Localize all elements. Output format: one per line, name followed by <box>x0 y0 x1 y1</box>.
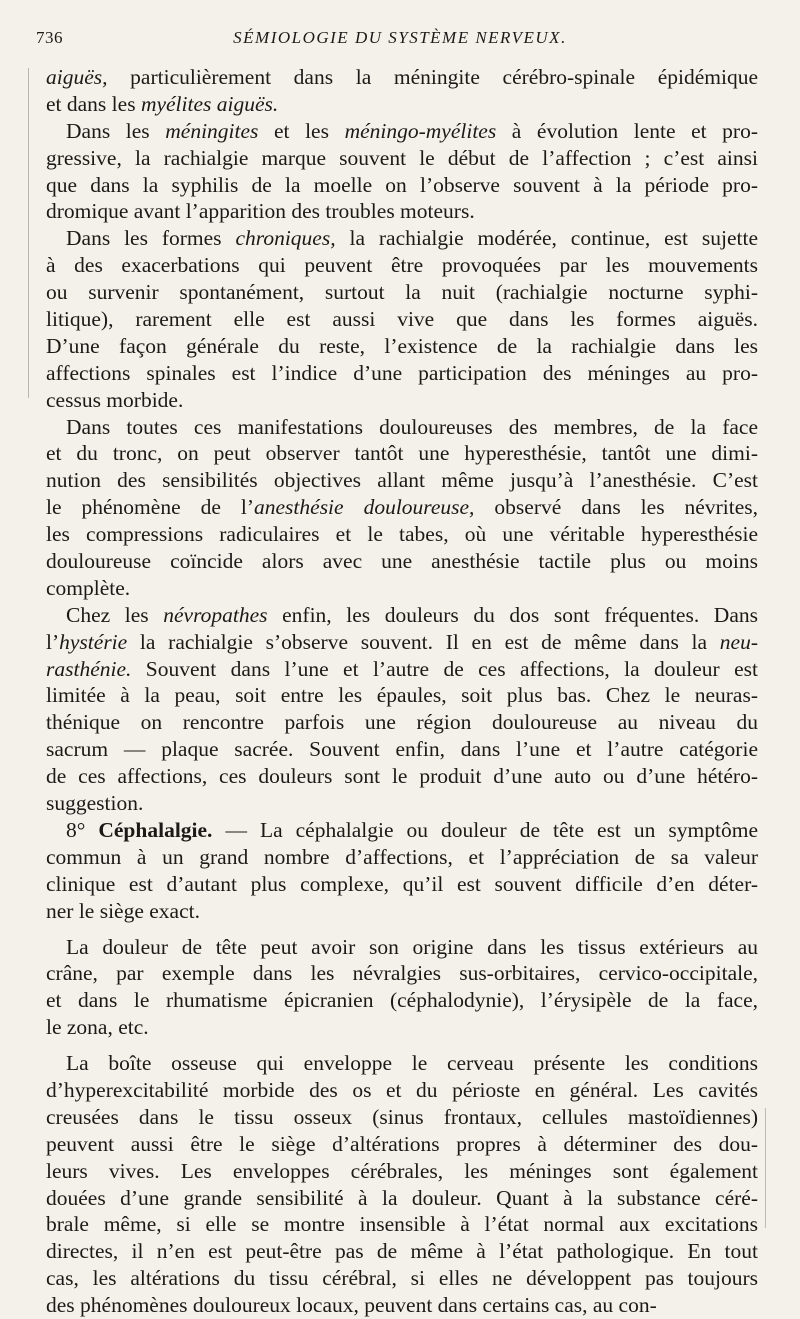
text-run: 8° <box>66 817 99 842</box>
italic-text: myélites aiguës. <box>140 91 279 116</box>
margin-pencil-line-right <box>765 1108 766 1228</box>
text-run: la rachialgie s’observe souvent. Il en est de même dans la <box>127 629 720 654</box>
text-run: D’une façon générale du reste, l’existence de la rachialgie dans les <box>46 333 758 358</box>
text-run: gressive, la rachialgie marque souvent le début de l’affection ; c’est ainsi <box>46 145 758 170</box>
text-line <box>46 987 758 1014</box>
text-run: le zona, etc. <box>46 1015 149 1040</box>
text-line <box>46 145 758 172</box>
text-line <box>46 118 758 145</box>
text-run: d’hyperexcitabilité morbide des os et du périoste en général. Les cavités <box>46 1077 758 1102</box>
bold-heading: Céphalalgie. <box>98 817 213 842</box>
paragraph <box>46 64 758 118</box>
text-run: des phénomènes douloureux locaux, peuvent dans certains cas, au con- <box>46 1293 657 1318</box>
body-text <box>46 64 758 1319</box>
text-line <box>46 1265 758 1292</box>
margin-pencil-line <box>28 68 29 398</box>
text-line <box>46 252 758 279</box>
text-run: la rachialgie modérée, continue, est sujette <box>335 226 758 251</box>
text-run: nution des sensibilités objectives allant même jusqu’à l’anesthésie. C’est <box>46 468 758 493</box>
text-line <box>46 521 758 548</box>
text-line <box>46 306 758 333</box>
text-run: que dans la syphilis de la moelle on l’observe souvent à la période pro- <box>46 172 758 197</box>
text-line <box>46 817 758 844</box>
text-run: peuvent aussi être le siège d’altérations propres à déterminer des dou- <box>46 1131 758 1156</box>
italic-text: neu- <box>719 629 758 654</box>
text-line <box>46 1050 758 1077</box>
page-header <box>36 28 764 54</box>
text-run: clinique est d’autant plus complexe, qu’il est souvent difficile d’en déter- <box>46 871 758 896</box>
text-line <box>46 64 758 91</box>
italic-text: anesthésie douloureuse, <box>254 495 475 520</box>
text-run: thénique on rencontre parfois une région douloureuse au niveau du <box>46 710 758 735</box>
paragraph <box>46 414 758 602</box>
text-line <box>46 1238 758 1265</box>
page-number: 736 <box>36 28 63 47</box>
text-run: suggestion. <box>46 791 144 816</box>
text-line <box>46 387 758 414</box>
text-line <box>46 333 758 360</box>
text-run: Souvent dans l’une et l’autre de ces affections, la douleur est <box>131 656 758 681</box>
text-run: de ces affections, ces douleurs sont le produit d’une auto ou d’une hétéro- <box>46 764 758 789</box>
text-line <box>46 575 758 602</box>
text-line <box>46 871 758 898</box>
italic-text: méningo-myélites <box>344 118 497 143</box>
text-line <box>46 736 758 763</box>
paragraph <box>46 225 758 413</box>
text-line <box>46 1131 758 1158</box>
text-line <box>46 440 758 467</box>
text-line <box>46 494 758 521</box>
text-run: à évolution lente et pro- <box>496 118 759 143</box>
text-line <box>46 225 758 252</box>
italic-text: hystérie <box>59 629 128 654</box>
text-line <box>46 1292 758 1319</box>
text-line <box>46 656 758 683</box>
text-line <box>46 1014 758 1041</box>
text-run: et dans le rhumatisme épicranien (céphalodynie), l’érysipèle de la face, <box>46 988 758 1013</box>
running-head: SÉMIOLOGIE DU SYSTÈME NERVEUX. <box>233 28 567 47</box>
text-line <box>46 1211 758 1238</box>
text-line <box>46 279 758 306</box>
text-line <box>46 548 758 575</box>
text-run: dromique avant l’apparition des troubles moteurs. <box>46 199 475 224</box>
text-line <box>46 709 758 736</box>
italic-text: névropathes <box>163 602 268 627</box>
text-run: commun à un grand nombre d’affections, et l’appréciation de sa valeur <box>46 844 758 869</box>
text-line <box>46 763 758 790</box>
text-line <box>46 602 758 629</box>
text-run: ner le siège exact. <box>46 898 200 923</box>
italic-text: rasthénie. <box>46 656 132 681</box>
text-line <box>46 360 758 387</box>
text-run: limitée à la peau, soit entre les épaules, soit plus bas. Chez le neuras- <box>46 683 758 708</box>
paragraph <box>46 817 758 925</box>
text-run: l’ <box>46 629 60 654</box>
text-run: La douleur de tête peut avoir son origine dans les tissus extérieurs au <box>66 934 758 959</box>
text-run: affections spinales est l’indice d’une participation des méninges au pro- <box>46 360 758 385</box>
paragraph <box>46 602 758 817</box>
text-run: enfin, les douleurs du dos sont fréquentes. Dans <box>267 602 758 627</box>
text-run: Dans les <box>66 118 166 143</box>
text-run: complète. <box>46 575 131 600</box>
text-line <box>46 934 758 961</box>
text-line <box>46 898 758 925</box>
text-run: douloureuse coïncide alors avec une anesthésie tactile plus ou moins <box>46 549 758 574</box>
text-run: — La céphalalgie ou douleur de tête est un symptôme <box>212 817 758 842</box>
text-run: Dans les formes <box>66 226 236 251</box>
text-run: Chez les <box>66 602 164 627</box>
text-run: leurs vives. Les enveloppes cérébrales, les méninges sont également <box>46 1158 758 1183</box>
text-line <box>46 91 758 118</box>
text-line <box>46 1104 758 1131</box>
text-line <box>46 172 758 199</box>
paragraph <box>46 934 758 1042</box>
text-line <box>46 844 758 871</box>
text-line <box>46 629 758 656</box>
italic-text: chroniques, <box>235 226 336 251</box>
text-run: et du tronc, on peut observer tantôt une hyperesthésie, tantôt une dimi- <box>46 441 758 466</box>
text-run: creusées dans le tissu osseux (sinus frontaux, cellules mastoïdiennes) <box>46 1104 758 1129</box>
text-run: douées d’une grande sensibilité à la douleur. Quant à la substance céré- <box>46 1185 758 1210</box>
text-line <box>46 1077 758 1104</box>
text-run: particulièrement dans la méningite cérébro-spinale épidémique <box>107 65 758 89</box>
text-line <box>46 682 758 709</box>
text-run: La boîte osseuse qui enveloppe le cerveau présente les conditions <box>66 1051 758 1076</box>
text-run: sacrum — plaque sacrée. Souvent enfin, dans l’une et l’autre catégorie <box>46 737 758 762</box>
paragraph <box>46 118 758 226</box>
paragraph <box>46 1050 758 1319</box>
text-run: et dans les <box>46 91 141 116</box>
text-line <box>46 1158 758 1185</box>
text-line <box>46 1185 758 1212</box>
text-line <box>46 790 758 817</box>
text-run: ou survenir spontanément, surtout la nuit (rachialgie nocturne syphi- <box>46 280 758 305</box>
text-line <box>46 198 758 225</box>
text-run: observé dans les névrites, <box>474 495 758 520</box>
text-run: directes, il n’en est peut-être pas de même à l’état pathologique. En tout <box>46 1239 758 1264</box>
text-run: le phénomène de l’ <box>46 495 255 520</box>
text-run: et les <box>258 118 345 143</box>
text-run: brale même, si elle se montre insensible à l’état normal aux excitations <box>46 1212 758 1237</box>
text-run: cessus morbide. <box>46 387 184 412</box>
text-run: à des exacerbations qui peuvent être provoquées par les mouvements <box>46 253 758 278</box>
text-line <box>46 414 758 441</box>
text-line <box>46 467 758 494</box>
text-line <box>46 960 758 987</box>
text-run: les compressions radiculaires et le tabes, où une véritable hyperesthésie <box>46 522 758 547</box>
text-run: litique), rarement elle est aussi vive que dans les formes aiguës. <box>46 307 758 332</box>
text-run: crâne, par exemple dans les névralgies sus-orbitaires, cervico-occipitale, <box>46 961 758 986</box>
text-run: cas, les altérations du tissu cérébral, si elles ne développent pas toujours <box>46 1266 758 1291</box>
italic-text: méningites <box>165 118 259 143</box>
italic-text: aiguës, <box>46 65 108 89</box>
text-run: Dans toutes ces manifestations douloureuses des membres, de la face <box>66 414 758 439</box>
